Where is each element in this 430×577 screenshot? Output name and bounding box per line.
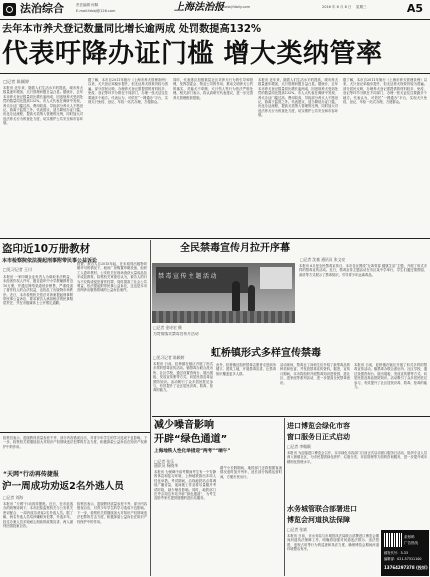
mid-rule xyxy=(152,416,430,417)
photo-screen xyxy=(260,267,292,289)
water-headline-2: 博览会河道执法保障 xyxy=(287,516,350,524)
section-editor: 责任编辑 何佩 xyxy=(76,3,99,7)
jingan-headline-2: 窗口服务日正式启动 xyxy=(287,433,350,441)
noise-headline-1: 减少噪音影响 xyxy=(154,420,214,431)
fraud-top-rule xyxy=(0,432,150,433)
lead-body-col4: 本报讯 近年来，随着人们生活水平的提高，城市养犬数量逐年增加，犬只管理问题日益凸显。据统计，去年本市养犬登记数量同比增长逾两成，因违规养犬受到处罚的数量同比提高132%。市人大代表在调研中发现，养犬办证门槛过高、费用较高，导致部分养犬人不愿登记，游离于监管之外。代表建议，适当降低办证门槛，优化办证流程，提高犬类纳入管理的比例，同时加大对违法养犬行为的查处力度，切实维护公共安全和市容环境。 xyxy=(258,78,338,118)
fraud-body-col1: 本报讯 “天网”行动再传捷报。近日，在市追逃办的统筹协调下，本市纪检监察机关与公安机关密切配合，一周内成功劝返2名外逃人员。据了解，两名外逃人员均涉嫌职务犯罪，外逃多年。经过办案人员多轮耐心细致的政策宣讲，两人最终回国投案自首。 xyxy=(3,502,73,529)
section-title: 法治综合 xyxy=(20,2,64,15)
anti-drug-byline: □记者 沈蓁 通讯员 张文亮 xyxy=(300,257,346,262)
lead-body-col1: 本报讯 近年来，随着人们生活水平的提高，城市养犬数量逐年增加，犬只管理问题日益凸显。据统计，去年本市养犬登记数量同比增长逾两成，因违规养犬受到处罚的数量同比提高132%。市人大代表在调研中发现，养犬办证门槛过高、费用较高，导致部分养犬人不愿登记，游离于监管之外。代表建议，适当降低办证门槛，优化办证流程，提高犬类纳入管理的比例，同时加大对违法养犬行为的查处力度，切实维护公共安全和市容环境。 xyxy=(3,86,83,126)
photo-audience xyxy=(152,311,295,323)
theft-subhead: 本市检察院依法提起刑事附带民事公益诉讼 xyxy=(2,258,98,264)
noise-byline: □记者 张乐 通讯员 杨晓华 xyxy=(154,459,178,468)
lead-byline: □记者 陈颖婷 xyxy=(3,79,30,84)
lead-bottom-rule xyxy=(0,238,430,239)
photo-performer-figure xyxy=(232,281,240,311)
footer-line-2: 编辑部：021-57311100 xyxy=(384,557,422,561)
masthead-rule xyxy=(0,19,430,20)
jingan-byline: □记者 李翰颖 xyxy=(287,444,311,449)
fraud-body-col2: 检察官表示，盗版教材质量参差不齐，部分内容错误百出，对青少年学生的学习造成不良影响。下一步，检察机关将继续加大对知识产权领域违法犯罪的打击力度，积极探索公益诉讼在知识产权保护中的作用。 xyxy=(77,502,147,524)
anti-drug-photo-caption: □记者 金诗宏 摄 xyxy=(153,325,182,330)
jingan-body: 本报讯 为迎接进口博览会召开，本市绿化市容部门日前正式启动窗口服务日活动，组织专业人员深入街镇社区，为市民提供绿化养护、垃圾分类、市容管理等方面的咨询服务，进一步提升城市精细化管理水平。 xyxy=(287,451,427,464)
lead-kicker: 去年本市养犬登记数量同比增长逾两成 处罚数提高132% xyxy=(2,24,262,35)
noise-body-col1: 本报讯 为保障中高考期间考生有一个安静的休息和复习环境，上海地铁推出多项人性化举措。考试期间，沿线地铁站点将调低广播音量，夜间施工作业将尽量避开考试时段，减少噪音影响。同时，地铁部门在考点周边车站开辟“绿色通道”，为考生及陪考家长提供便捷的进出站服务。 xyxy=(154,470,216,501)
theft-headline: 盗印近10万册教材 xyxy=(2,243,91,255)
issue-weekday: 星期三 xyxy=(356,5,367,9)
barcode-label: 条形码 xyxy=(404,535,415,539)
footer-info-box xyxy=(381,530,429,576)
hongqiao-byline: □见习记者 陈颖婷 xyxy=(153,355,185,360)
fraud-byline: □记者 刘海 xyxy=(3,495,23,500)
footer-line-1: 邮发代号：3-33 xyxy=(384,551,408,555)
anti-drug-photo xyxy=(152,263,295,323)
section-icon xyxy=(3,3,16,16)
theft-body-col2: 经查，被告人自2015年起，在未取得出版物印刷许可的情况下，租用厂房购置印刷设备，组织工人盗印教材。公安机关在现场查获大量成品及半成品教材。检察机关审查后认为，被告人的行为不仅构成侵犯著作权罪，同时损害了社会公共利益，依法提起附带民事公益诉讼，这也是本市首例涉出版物领域的公益诉讼案件。 xyxy=(77,262,147,293)
anti-drug-body: 本报讯 6月是全民禁毒宣传月，本市各区围绕“无毒青春 健康生活”主题，开展了形式多样的禁毒宣传活动。近日，禁毒宣传主题活动在市区某中学举行，学生们通过情景剧、演讲等方式展示了禁毒知识，引导青少年远离毒品。 xyxy=(299,264,427,277)
column-rule xyxy=(284,418,285,576)
lead-headline: 代表吁降办证门槛 增大类纳管率 xyxy=(2,39,383,69)
fraud-headline: 沪一周成功劝返2名外逃人员 xyxy=(2,481,124,492)
ad-label: 广告热线 xyxy=(404,541,418,545)
paper-name: 上海法治报 xyxy=(174,2,224,13)
masthead xyxy=(0,0,430,20)
hongqiao-body-col1: 本报讯 日前，虹桥镇在辖区开展了形式多样的禁毒宣传活动。镇禁毒办联合派出所、社区学校，通过设置咨询台、展出展板、发放宣传册等方式，向居民普及毒品预防知识。活动吸引了众多居民驻足参与，有效提升了社区居民识毒、防毒、拒毒的能力。 xyxy=(153,362,213,393)
page-number: A5 xyxy=(406,2,424,15)
water-headline-1: 水务城管联合部署进口 xyxy=(287,505,357,513)
section-email: E-mail:fzbbj@126.com xyxy=(76,9,116,13)
lead-body-col2: 据了解，本市自2011年施行《上海市养犬管理条例》以来，犬只登记率稳步提升，但无证养犬现象仍较为普遍。部分居民反映，办理养犬登记需提供的材料较多，免疫、登记等环节分散在不同部门，办理一张犬证往往要跑多个地方。代表认为，可依托“一网通办”平台，实现犬只免疫、登记、年检一站式办理，方便群众。 xyxy=(88,78,168,105)
barcode xyxy=(384,533,402,547)
footer-line-3: 13764297378 (投诉) xyxy=(384,565,428,570)
website: www.jfdaily.com xyxy=(222,5,251,9)
lead-rule xyxy=(0,73,430,74)
photo-banner-text: 禁毒宣传主题活动 xyxy=(158,273,219,280)
theft-byline: □见习记者 王川 xyxy=(3,267,33,272)
noise-headline-2: 开辟“绿色通道” xyxy=(154,434,228,445)
hongqiao-body-col2: 此外，虹桥镇还组织禁毒志愿者走进商务楼宇、建筑工地，开展禁毒宣讲，让禁毒知识覆盖更多人群。 xyxy=(216,363,276,376)
photo-performer-figure xyxy=(248,285,255,311)
hongqiao-body-col3: 活动现场，禁毒社工向师生们介绍了新型毒品的种类和危害，并发放禁毒宣传资料。据悉，宣传月期间，本市将组织开展禁毒知识进校园、进社区、进家庭等系列活动，进一步提高全民禁毒意识。 xyxy=(280,363,350,385)
hongqiao-body-col4: 本报讯 日前，虹桥镇在辖区开展了形式多样的禁毒宣传活动。镇禁毒办联合派出所、社区学校，通过设置咨询台、展出展板、发放宣传册等方式，向居民普及毒品预防知识。活动吸引了众多居民驻足参与，有效提升了社区居民识毒、防毒、拒毒的能力。 xyxy=(354,363,427,390)
jingan-headline-1: 进口博览会绿化市容 xyxy=(287,422,350,430)
anti-drug-headline: 全民禁毒宣传月拉开序幕 xyxy=(180,243,290,254)
fraud-kicker: “天网”行动再传捷报 xyxy=(3,471,59,478)
lead-body-col3: 同时，代表建议加强基层社区对养犬行为的引导和管理，发挥居委会、物业公司的作用，推动文明养犬公约的落实，对遛犬不牵绳、犬只伤人等行为依法严格处理。相关部门表示，将认真研究代表建议，进一步完善养犬管理配套措施。 xyxy=(173,78,253,100)
hongqiao-headline: 虹桥镇形式多样宣传禁毒 xyxy=(211,348,321,359)
anti-drug-caption2: 为贯彻落实禁毒宣传月活动 xyxy=(153,332,199,336)
noise-subhead: 上海地铁人性化举措迎“两考”“端午” xyxy=(154,449,231,454)
theft-body-col1: 本报讯 一家印刷企业负责人为谋取非法利益，未经著作权人许可，擅自盗印中小学教辅教材近10万册，并通过网络渠道低价销售，严重侵害了著作权人的合法权益，也扰乱了出版物市场秩序。近日，本市检察机关依法对该案提起刑事附带民事公益诉讼，要求被告人承担相应的民事赔偿责任，并在市级媒体上公开赔礼道歉。 xyxy=(3,275,73,306)
noise-body-col2: 端午小长假期间，地铁部门还将根据客流情况适时加开列车，延长部分线路运营时间，方便市民出行。 xyxy=(220,466,282,479)
lead-body-col5: 据了解，本市自2011年施行《上海市养犬管理条例》以来，犬只登记率稳步提升，但无证养犬现象仍较为普遍。部分居民反映，办理养犬登记需提供的材料较多，免疫、登记等环节分散在不同部门，办理一张犬证往往要跑多个地方。代表认为，可依托“一网通办”平台，实现犬只免疫、登记、年检一站式办理，方便群众。 xyxy=(343,78,427,105)
water-byline: □记者 张斌 xyxy=(287,527,307,532)
theft-body-col3: 检察官表示，盗版教材质量参差不齐，部分内容错误百出，对青少年学生的学习造成不良影响。下一步，检察机关将继续加大对知识产权领域违法犯罪的打击力度，积极探索公益诉讼在知识产权保护中的作用。 xyxy=(3,436,147,449)
column-rule xyxy=(150,240,151,576)
water-body: 本报讯 日前，市水务局与市城管执法局联合部署进口博览会期间河道执法保障工作，明确将加强对河道违法排污、违法搭建、违规占用等行为的巡查和执法力度，确保博览会期间河道环境整洁有序。 xyxy=(287,534,379,552)
issue-date: 2016 年 6 月 8 日 xyxy=(322,5,352,9)
